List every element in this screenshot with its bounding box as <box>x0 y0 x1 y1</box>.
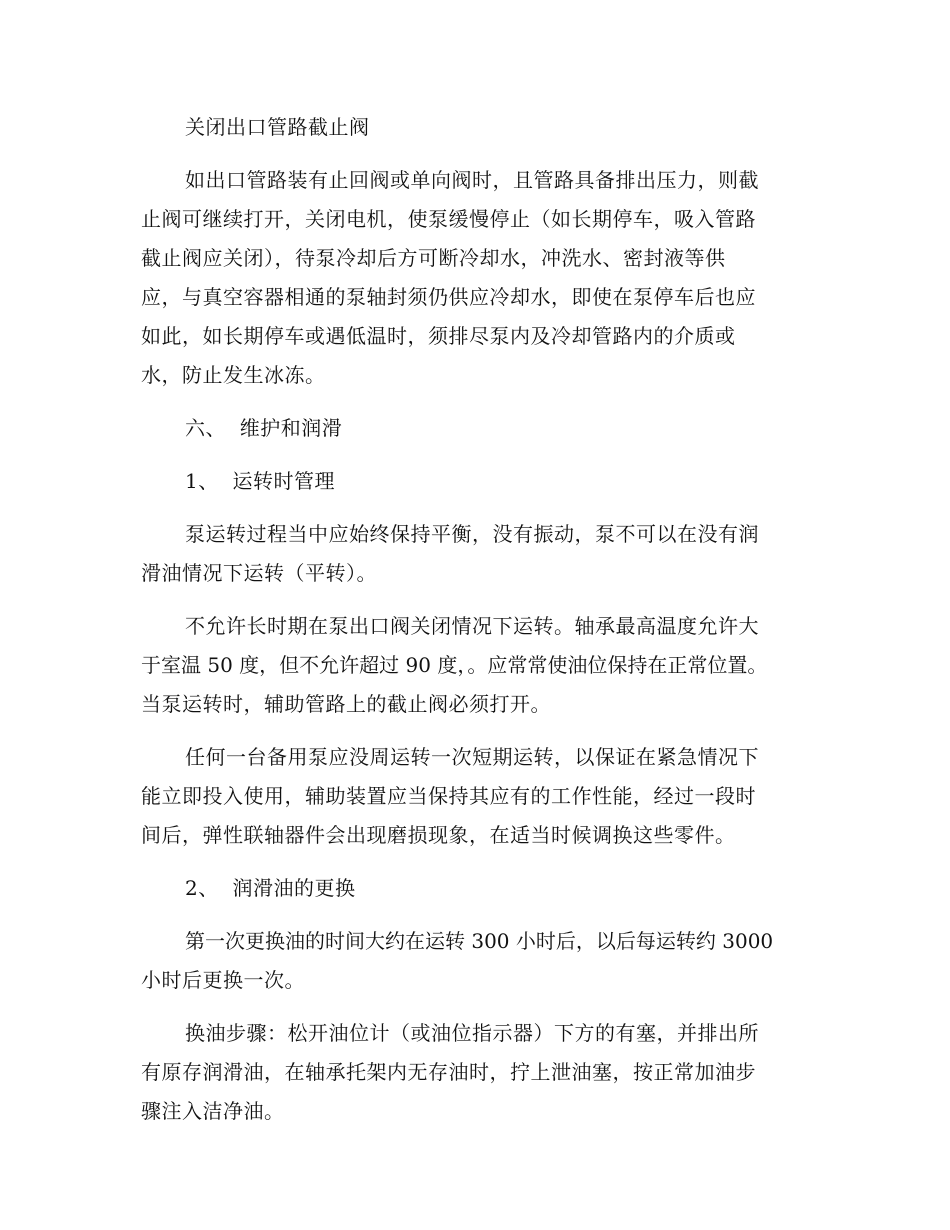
paragraph-line: 有原存润滑油，在轴承托架内无存油时，拧上泄油塞，按正常加油步 <box>141 1060 756 1084</box>
paragraph-line: 应，与真空容器相通的泵轴封须仍供应冷却水，即使在泵停车后也应 <box>141 285 756 309</box>
paragraph-line: 于室温 50 度，但不允许超过 90 度，。应常常使油位保持在正常位置。 <box>141 653 768 677</box>
section-heading-maintenance <box>141 409 807 448</box>
paragraph-line: 第一次更换油的时间大约在运转 300 小时后，以后每运转约 3000 <box>185 929 774 953</box>
paragraph-line: 如出口管路装有止回阀或单向阀时，且管路具备排出压力，则截 <box>185 168 759 192</box>
paragraph-shutdown-procedure <box>141 161 807 395</box>
paragraph-line: 任何一台备用泵应没周运转一次短期运转，以保证在紧急情况下 <box>185 745 759 769</box>
paragraph-standby-pump <box>141 738 807 855</box>
subsection-heading-oil-change <box>141 869 807 908</box>
paragraph-line: 小时后更换一次。 <box>141 968 305 992</box>
subsection-heading-operation <box>141 462 807 501</box>
paragraph-line: 换油步骤：松开油位计（或油位指示器）下方的有塞，并排出所 <box>185 1021 759 1045</box>
paragraph-line: 截止阀应关闭），待泵冷却后方可断冷却水，冲洗水、密封液等供 <box>141 246 726 270</box>
heading-line: 2、 润滑油的更换 <box>185 876 356 900</box>
document-body <box>141 108 807 1145</box>
section-heading-close-valve <box>141 108 807 147</box>
heading-line: 六、 维护和润滑 <box>185 416 343 440</box>
heading-line: 关闭出口管路截止阀 <box>185 115 370 139</box>
paragraph-line: 当泵运转时，辅助管路上的截止阀必须打开。 <box>141 692 551 716</box>
paragraph-line: 骤注入洁净油。 <box>141 1099 285 1123</box>
paragraph-temperature <box>141 607 807 724</box>
paragraph-line: 水，防止发生冰冻。 <box>141 363 326 387</box>
paragraph-line: 如此，如长期停车或遇低温时，须排尽泵内及冷却管路内的介质或 <box>141 324 736 348</box>
paragraph-line: 能立即投入使用，辅助装置应当保持其应有的工作性能，经过一段时 <box>141 784 756 808</box>
paragraph-line: 泵运转过程当中应始终保持平衡，没有振动，泵不可以在没有润 <box>185 522 759 546</box>
paragraph-line: 不允许长时期在泵出口阀关闭情况下运转。轴承最高温度允许大 <box>185 614 759 638</box>
paragraph-line: 滑油情况下运转（平转）。 <box>141 561 377 585</box>
heading-line: 1、 运转时管理 <box>185 469 335 493</box>
paragraph-balance <box>141 515 807 593</box>
paragraph-oil-steps <box>141 1014 807 1131</box>
paragraph-oil-interval <box>141 922 807 1000</box>
paragraph-line: 止阀可继续打开，关闭电机，使泵缓慢停止（如长期停车，吸入管路 <box>141 207 756 231</box>
paragraph-line: 间后，弹性联轴器件会出现磨损现象，在适当时候调换这些零件。 <box>141 823 736 847</box>
